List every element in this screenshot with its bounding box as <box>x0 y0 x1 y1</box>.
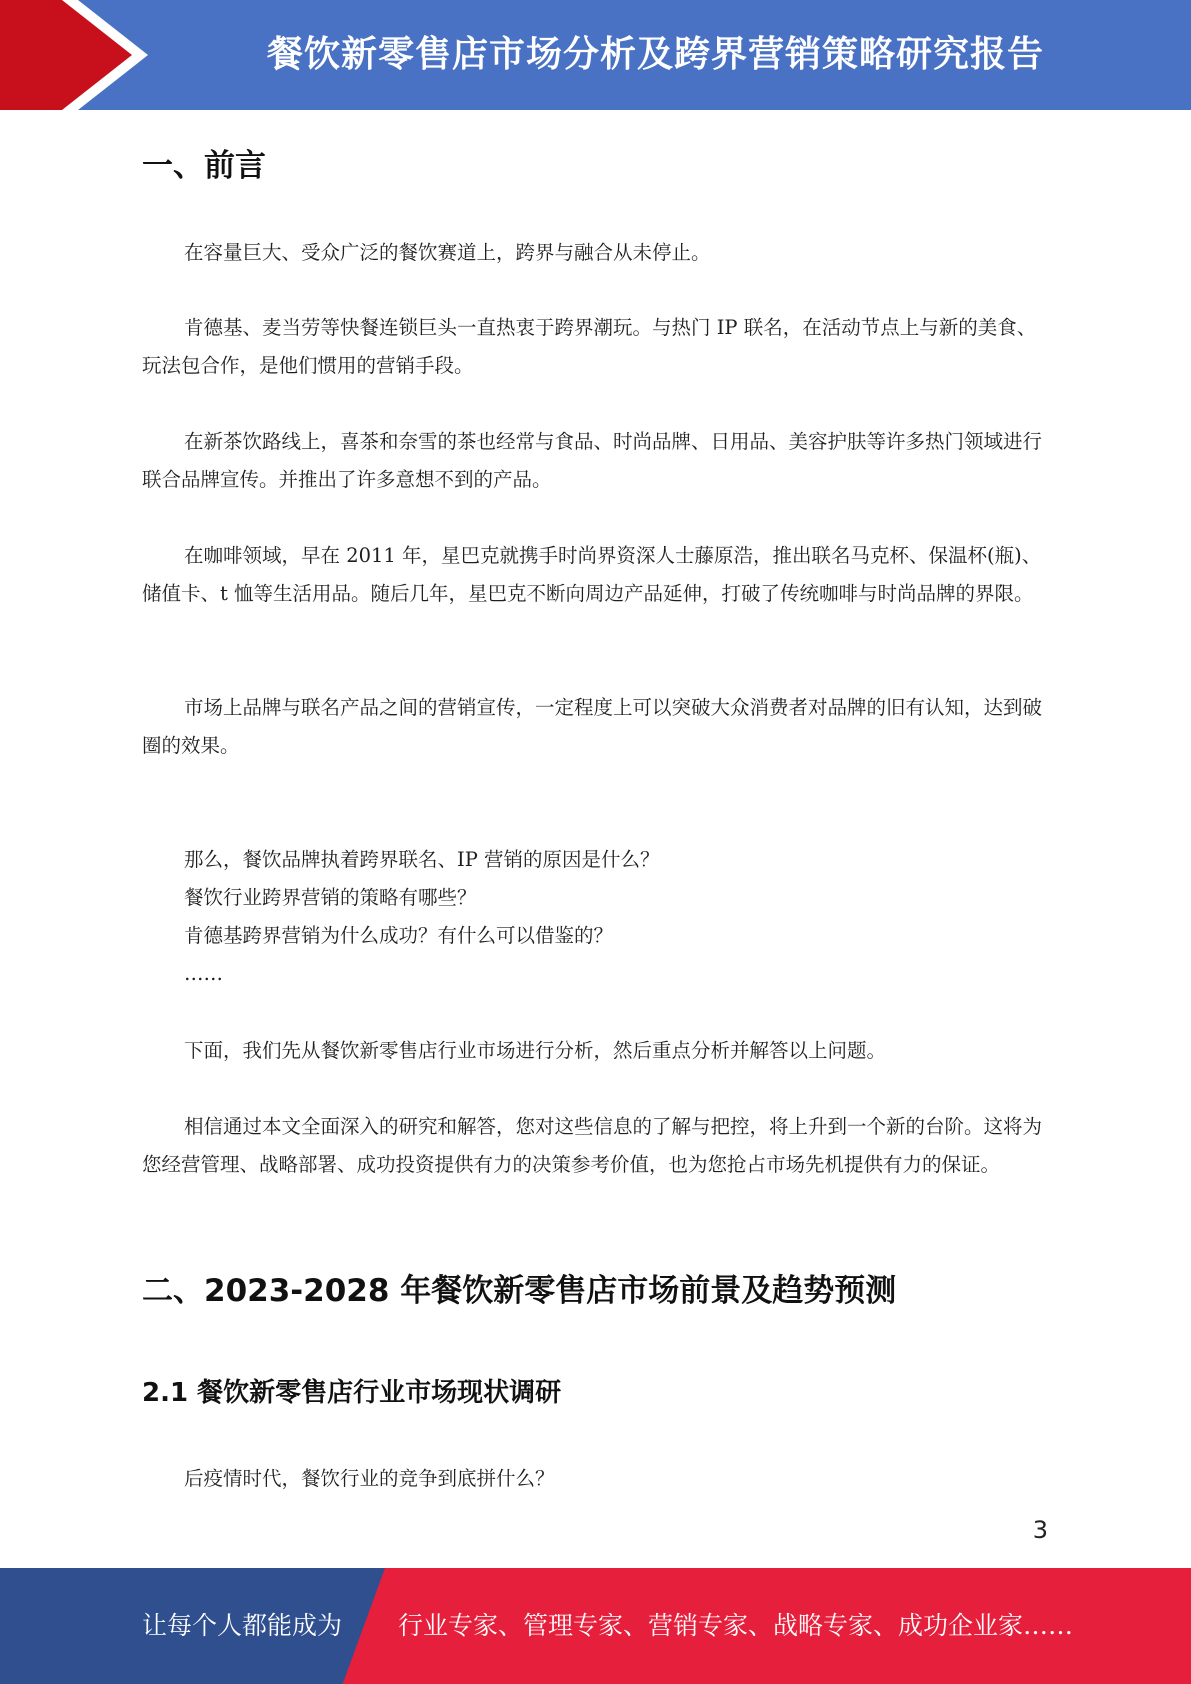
subsection-2-1-paragraph: 后疫情时代，餐饮行业的竞争到底拼什么？ <box>184 1467 555 1490</box>
subsection-2-1-heading: 2.1 餐饮新零售店行业市场现状调研 <box>142 1378 562 1408</box>
section-2-heading: 二、2023-2028 年餐饮新零售店市场前景及趋势预测 <box>142 1273 897 1309</box>
intro-paragraph-4: 在咖啡领域，早在 2011 年，星巴克就携手时尚界资深人士藤原浩，推出联名马克杯、保温杯(瓶)、储值卡、t 恤等生活用品。随后几年，星巴克不断向周边产品延伸，打破了传统咖啡与时尚品牌的界限。 <box>142 544 1042 605</box>
header-white-chevron <box>0 0 160 110</box>
question-ellipsis: …… <box>184 962 223 985</box>
closing-paragraph-2: 相信通过本文全面深入的研究和解答，您对这些信息的了解与把控，将上升到一个新的台阶。这将为您经营管理、战略部署、成功投资提供有力的决策参考价值，也为您抢占市场先机提供有力的保证。 <box>142 1115 1043 1176</box>
closing-paragraph-1: 下面，我们先从餐饮新零售店行业市场进行分析，然后重点分析并解答以上问题。 <box>184 1039 887 1062</box>
section-1-heading: 一、前言 <box>142 148 266 184</box>
page-number: 3 <box>1032 1516 1048 1544</box>
report-title: 餐饮新零售店市场分析及跨界营销策略研究报告 <box>266 34 1044 75</box>
question-line-1: 那么，餐饮品牌执着跨界联名、IP 营销的原因是什么？ <box>184 848 660 871</box>
footer-slogan-left: 让每个人都能成为 <box>142 1611 343 1640</box>
footer-slogan-right: 行业专家、管理专家、营销专家、战略专家、成功企业家…… <box>398 1611 1074 1640</box>
intro-paragraph-2: 肯德基、麦当劳等快餐连锁巨头一直热衷于跨界潮玩。与热门 IP 联名，在活动节点上与新的美食、玩法包合作，是他们惯用的营销手段。 <box>142 316 1037 377</box>
question-line-2: 餐饮行业跨界营销的策略有哪些？ <box>184 886 477 909</box>
report-header-banner <box>0 0 1191 110</box>
intro-paragraph-1: 在容量巨大、受众广泛的餐饮赛道上，跨界与融合从未停止。 <box>184 241 711 264</box>
intro-paragraph-3: 在新茶饮路线上，喜茶和奈雪的茶也经常与食品、时尚品牌、日用品、美容护肤等许多热门领域进行联合品牌宣传。并推出了许多意想不到的产品。 <box>142 430 1043 491</box>
question-line-3: 肯德基跨界营销为什么成功？有什么可以借鉴的？ <box>184 924 614 947</box>
footer-banner <box>0 1568 1191 1684</box>
intro-paragraph-5: 市场上品牌与联名产品之间的营销宣传，一定程度上可以突破大众消费者对品牌的旧有认知，达到破圈的效果。 <box>142 696 1043 757</box>
